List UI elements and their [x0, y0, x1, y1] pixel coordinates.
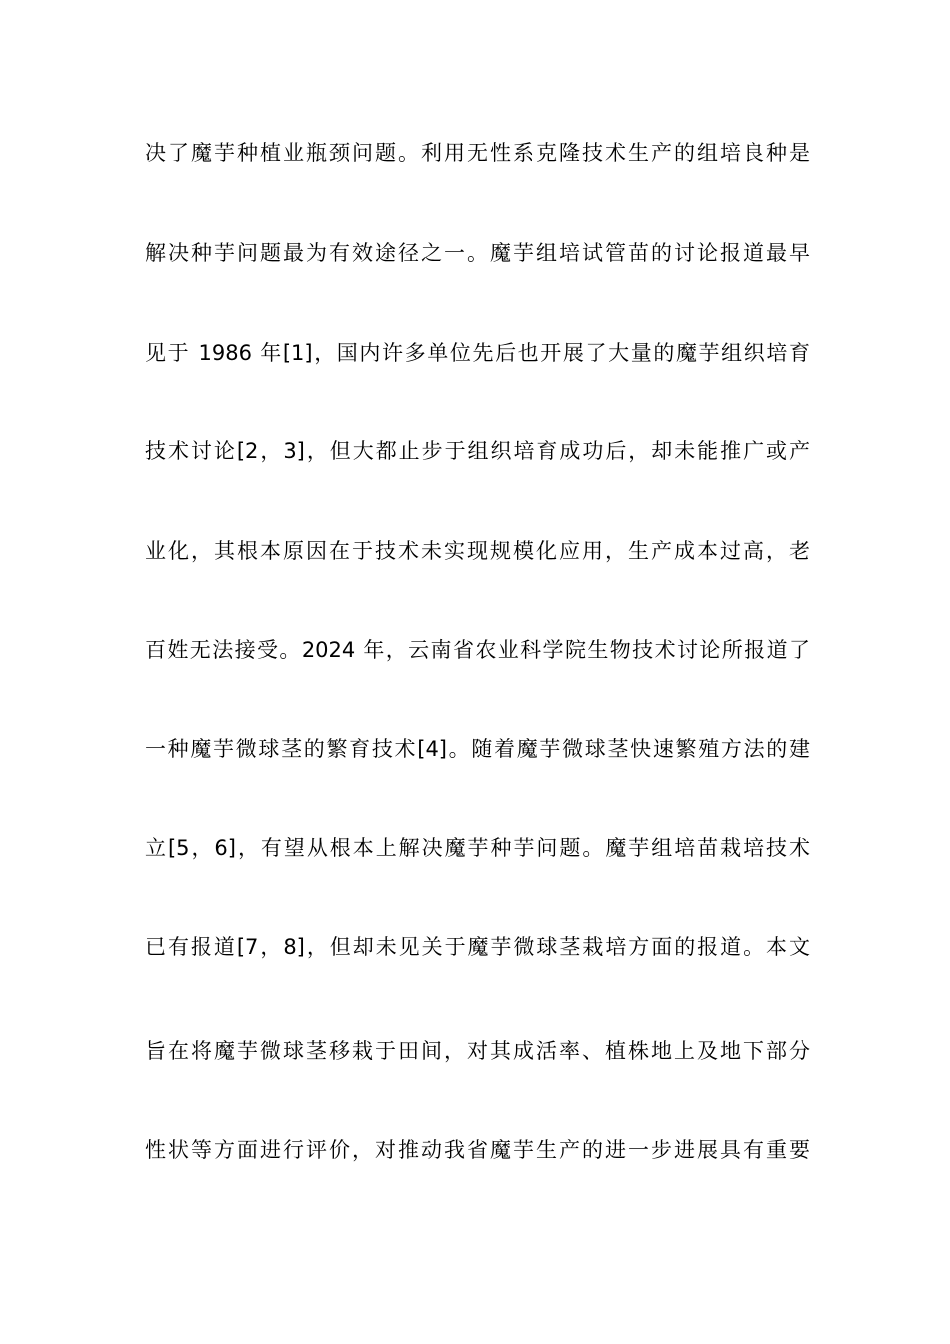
text-line-9: 已有报道[7，8]，但却未见关于魔芋微球茎栽培方面的报道。本文	[145, 935, 810, 959]
text-line-2: 解决种芋问题最为有效途径之一。魔芋组培试管苗的讨论报道最早	[145, 241, 810, 265]
text-line-3: 见于 1986 年[1]，国内许多单位先后也开展了大量的魔芋组织培育	[145, 341, 810, 365]
text-line-5: 业化，其根本原因在于技术未实现规模化应用，生产成本过高，老	[145, 539, 810, 563]
text-line-4: 技术讨论[2，3]，但大都止步于组织培育成功后，却未能推广或产	[145, 439, 810, 463]
text-line-7: 一种魔芋微球茎的繁育技术[4]。随着魔芋微球茎快速繁殖方法的建	[145, 737, 810, 761]
text-line-1: 决了魔芋种植业瓶颈问题。利用无性系克隆技术生产的组培良种是	[145, 141, 810, 165]
text-line-8: 立[5，6]，有望从根本上解决魔芋种芋问题。魔芋组培苗栽培技术	[145, 836, 810, 860]
text-line-10: 旨在将魔芋微球茎移栽于田间，对其成活率、植株地上及地下部分	[145, 1039, 810, 1063]
text-line-6: 百姓无法接受。2024 年，云南省农业科学院生物技术讨论所报道了	[145, 638, 810, 662]
text-line-11: 性状等方面进行评价，对推动我省魔芋生产的进一步进展具有重要	[145, 1138, 810, 1162]
